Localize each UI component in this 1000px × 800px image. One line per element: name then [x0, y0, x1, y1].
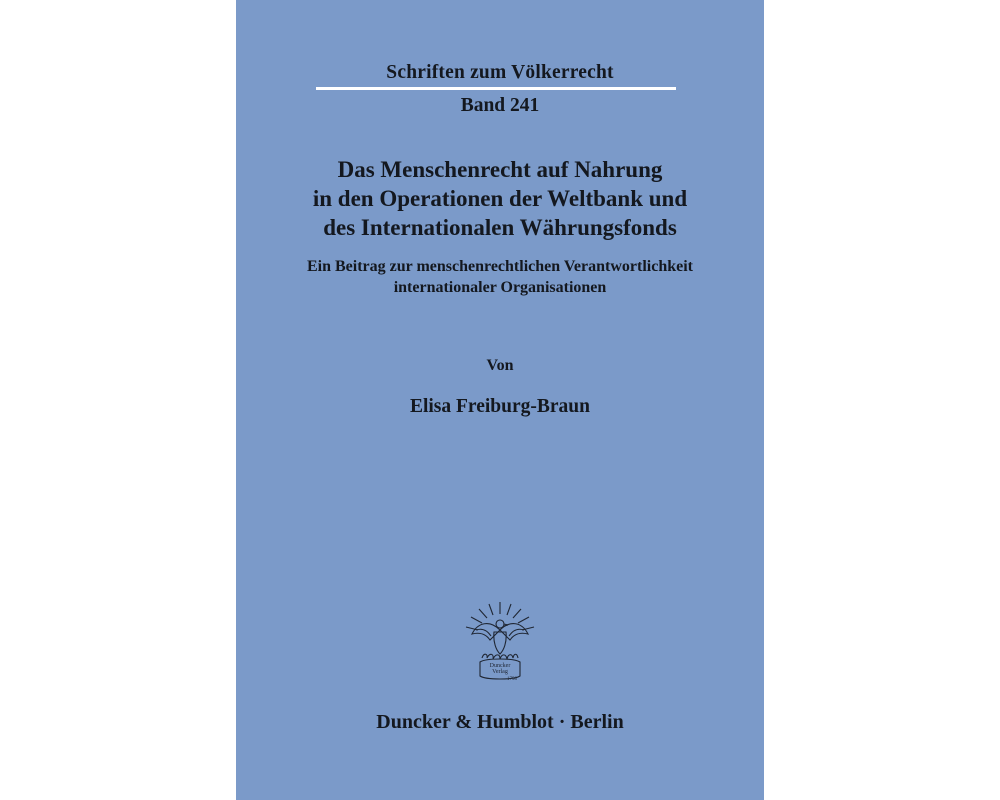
publisher-imprint: Duncker & Humblot · Berlin: [376, 711, 624, 733]
book-subtitle-line: Ein Beitrag zur menschenrechtlichen Verantwortlichkeit: [306, 258, 694, 275]
logo-text-line: 1798: [507, 677, 517, 682]
by-label: Von: [486, 357, 514, 374]
book-subtitle: [236, 256, 764, 298]
publisher-logo: [460, 600, 540, 682]
phoenix-emblem-icon: [460, 600, 540, 682]
author-name: Elisa Freiburg-Braun: [409, 396, 591, 417]
book-title: [236, 155, 764, 242]
series-title: Schriften zum Völkerrecht: [386, 62, 614, 83]
book-cover: [236, 0, 764, 800]
logo-text-line: Duncker: [489, 663, 511, 669]
book-subtitle-line: internationaler Organisationen: [393, 279, 607, 296]
book-title-line: Das Menschenrecht auf Nahrung: [337, 157, 663, 182]
book-title-line: in den Operationen der Weltbank und: [312, 186, 688, 211]
book-title-line: des Internationalen Währungsfonds: [323, 215, 677, 240]
volume-number: Band 241: [460, 95, 540, 116]
logo-text-line: Verlag: [492, 669, 508, 675]
series-divider: [316, 87, 676, 90]
